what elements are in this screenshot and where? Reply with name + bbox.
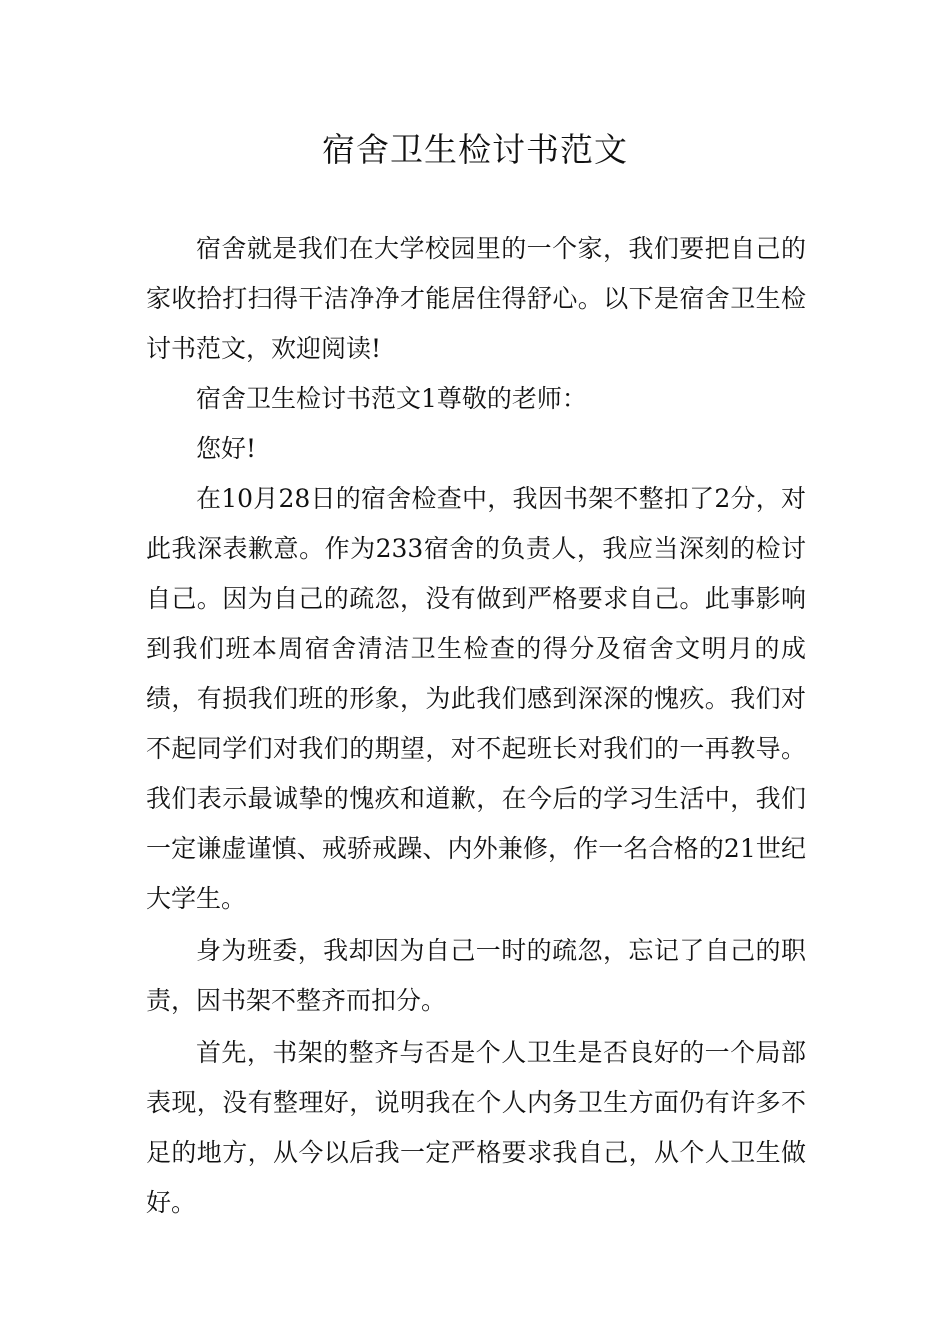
intro-paragraph: 宿舍就是我们在大学校园里的一个家，我们要把自己的家收拾打扫得干洁净净才能居住得舒心。以下是宿舍卫生检讨书范文，欢迎阅读! [146, 234, 806, 363]
body-paragraph: 身为班委，我却因为自己一时的疏忽，忘记了自己的职责，因书架不整齐而扣分。 [146, 936, 806, 1015]
body-paragraph: 首先，书架的整齐与否是个人卫生是否良好的一个局部表现，没有整理好，说明我在个人内务卫生方面仍有许多不足的地方，从今以后我一定严格要求我自己，从个人卫生做好。 [146, 1038, 806, 1217]
sample-heading-paragraph: 宿舍卫生检讨书范文1尊敬的老师： [196, 384, 587, 413]
body-paragraph: 在10月28日的宿舍检查中，我因书架不整扣了2分，对此我深表歉意。作为233宿舍的负责人，我应当深刻的检讨自己。因为自己的疏忽，没有做到严格要求自己。此事影响到我们班本周宿舍清洁卫生检查的得分及宿舍文明月的成绩，有损我们班的形象，为此我们感到深深的愧疚。我们对不起同学们对我们的期望，对不起班长对我们的一再教导。我们表示最诚挚的愧疚和道歉，在今后的学习生活中，我们一定谦虚谨慎、戒骄戒躁、内外兼修，作一名合格的21世纪大学生。 [146, 484, 806, 913]
document-title: 宿舍卫生检讨书范文 [322, 130, 628, 169]
greeting-paragraph: 您好! [196, 434, 257, 463]
document-body [146, 224, 806, 1228]
